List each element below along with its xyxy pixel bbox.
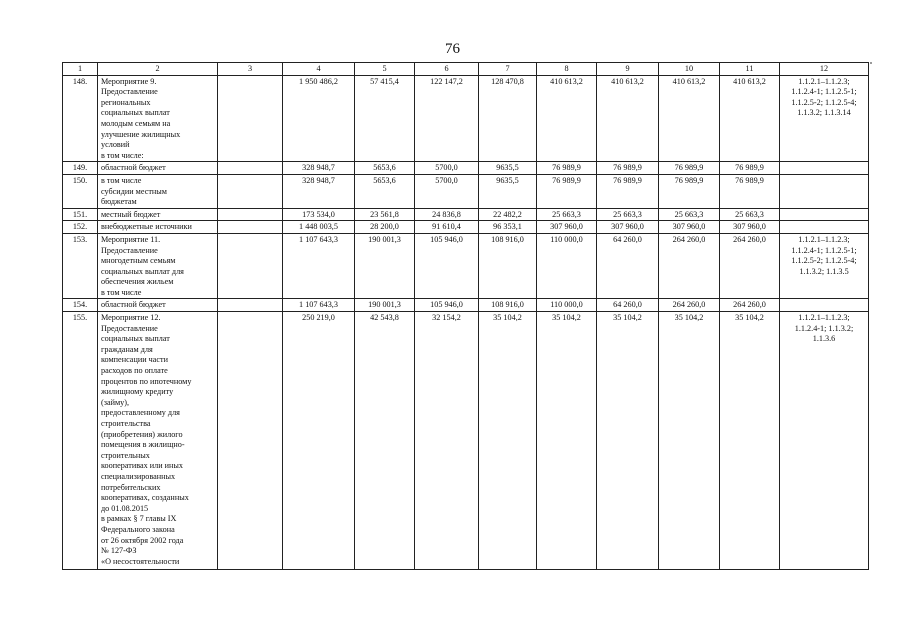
- table-header-row: [63, 63, 869, 76]
- value-cell: 28 200,0: [355, 221, 415, 234]
- value-cell: 35 104,2: [597, 312, 659, 570]
- value-cell: 76 989,9: [537, 162, 597, 175]
- value-cell: 91 610,4: [415, 221, 479, 234]
- value-cell: 25 663,3: [720, 208, 780, 221]
- reference-cell: 1.1.2.1–1.1.2.3; 1.1.2.4-1; 1.1.3.2; 1.1.3.6: [780, 312, 869, 570]
- value-cell: 9635,5: [479, 162, 537, 175]
- column-3-cell: [218, 208, 283, 221]
- value-cell: 1 107 643,3: [283, 299, 355, 312]
- value-cell: 25 663,3: [659, 208, 720, 221]
- column-header: 9: [597, 63, 659, 76]
- value-cell: 410 613,2: [597, 75, 659, 162]
- row-number-cell: 150.: [63, 174, 98, 208]
- value-cell: 105 946,0: [415, 233, 479, 299]
- column-header: 11: [720, 63, 780, 76]
- table-row: [63, 221, 869, 234]
- column-3-cell: [218, 299, 283, 312]
- description-cell: местный бюджет: [98, 208, 218, 221]
- row-number-cell: 152.: [63, 221, 98, 234]
- value-cell: 76 989,9: [720, 162, 780, 175]
- value-cell: 76 989,9: [597, 162, 659, 175]
- value-cell: 307 960,0: [659, 221, 720, 234]
- column-header: 6: [415, 63, 479, 76]
- value-cell: 76 989,9: [720, 174, 780, 208]
- value-cell: 5700,0: [415, 162, 479, 175]
- description-cell: областной бюджет: [98, 299, 218, 312]
- table-row: [63, 312, 869, 570]
- reference-cell: [780, 174, 869, 208]
- column-3-cell: [218, 75, 283, 162]
- value-cell: 5653,6: [355, 174, 415, 208]
- value-cell: 264 260,0: [720, 299, 780, 312]
- reference-cell: 1.1.2.1–1.1.2.3; 1.1.2.4-1; 1.1.2.5-1; 1.1.2.5-2; 1.1.2.5-4; 1.1.3.2; 1.1.3.5: [780, 233, 869, 299]
- table-row: [63, 162, 869, 175]
- value-cell: 128 470,8: [479, 75, 537, 162]
- page-number: 76: [445, 41, 460, 57]
- reference-cell: [780, 162, 869, 175]
- value-cell: 250 219,0: [283, 312, 355, 570]
- column-3-cell: [218, 221, 283, 234]
- value-cell: 96 353,1: [479, 221, 537, 234]
- value-cell: 76 989,9: [537, 174, 597, 208]
- description-cell: областной бюджет: [98, 162, 218, 175]
- value-cell: 264 260,0: [659, 233, 720, 299]
- value-cell: 122 147,2: [415, 75, 479, 162]
- value-cell: 264 260,0: [720, 233, 780, 299]
- column-header: 8: [537, 63, 597, 76]
- description-cell: в том числе субсидии местным бюджетам: [98, 174, 218, 208]
- value-cell: 64 260,0: [597, 299, 659, 312]
- value-cell: 35 104,2: [537, 312, 597, 570]
- value-cell: 35 104,2: [659, 312, 720, 570]
- column-header: 12: [780, 63, 869, 76]
- column-3-cell: [218, 174, 283, 208]
- value-cell: 9635,5: [479, 174, 537, 208]
- value-cell: 57 415,4: [355, 75, 415, 162]
- value-cell: 5700,0: [415, 174, 479, 208]
- value-cell: 190 001,3: [355, 299, 415, 312]
- column-header: 2: [98, 63, 218, 76]
- reference-cell: 1.1.2.1–1.1.2.3; 1.1.2.4-1; 1.1.2.5-1; 1.1.2.5-2; 1.1.2.5-4; 1.1.3.2; 1.1.3.14: [780, 75, 869, 162]
- column-3-cell: [218, 233, 283, 299]
- table-row: [63, 299, 869, 312]
- table-row: [63, 174, 869, 208]
- description-cell: Мероприятие 12. Предоставление социальных выплат гражданам для компенсации части расходов по оплате процентов по ипотечному жилищному кредиту (займу), предоставленному для строительства (приобретения) жилого помещения в жилищно- строительных кооперативах или иных специализированных потребительских кооперативах, созданных до 01.08.2015 в рамках § 7 главы IX Федерального закона от 26 октября 2002 года № 127-ФЗ «О несостоятельности: [98, 312, 218, 570]
- value-cell: 76 989,9: [659, 162, 720, 175]
- value-cell: 64 260,0: [597, 233, 659, 299]
- row-number-cell: 149.: [63, 162, 98, 175]
- scan-mark: [870, 62, 872, 64]
- value-cell: 25 663,3: [537, 208, 597, 221]
- description-cell: Мероприятие 11. Предоставление многодетным семьям социальных выплат для обеспечения жильем в том числе: [98, 233, 218, 299]
- row-number-cell: 148.: [63, 75, 98, 162]
- row-number-cell: 155.: [63, 312, 98, 570]
- column-header: 7: [479, 63, 537, 76]
- description-cell: внебюджетные источники: [98, 221, 218, 234]
- value-cell: 410 613,2: [659, 75, 720, 162]
- description-cell: Мероприятие 9. Предоставление региональных социальных выплат молодым семьям на улучшение жилищных условий в том числе:: [98, 75, 218, 162]
- value-cell: 307 960,0: [597, 221, 659, 234]
- value-cell: 307 960,0: [537, 221, 597, 234]
- value-cell: 110 000,0: [537, 233, 597, 299]
- reference-cell: [780, 208, 869, 221]
- table-row: [63, 233, 869, 299]
- budget-table: [62, 62, 869, 570]
- value-cell: 410 613,2: [537, 75, 597, 162]
- value-cell: 264 260,0: [659, 299, 720, 312]
- value-cell: 35 104,2: [479, 312, 537, 570]
- row-number-cell: 154.: [63, 299, 98, 312]
- value-cell: 1 107 643,3: [283, 233, 355, 299]
- value-cell: 23 561,8: [355, 208, 415, 221]
- row-number-cell: 151.: [63, 208, 98, 221]
- value-cell: 76 989,9: [597, 174, 659, 208]
- table-row: [63, 208, 869, 221]
- value-cell: 328 948,7: [283, 162, 355, 175]
- value-cell: 32 154,2: [415, 312, 479, 570]
- table-body: [63, 63, 869, 570]
- value-cell: 24 836,8: [415, 208, 479, 221]
- column-3-cell: [218, 162, 283, 175]
- value-cell: 1 950 486,2: [283, 75, 355, 162]
- value-cell: 42 543,8: [355, 312, 415, 570]
- value-cell: 76 989,9: [659, 174, 720, 208]
- column-header: 1: [63, 63, 98, 76]
- value-cell: 25 663,3: [597, 208, 659, 221]
- value-cell: 173 534,0: [283, 208, 355, 221]
- value-cell: 108 916,0: [479, 233, 537, 299]
- reference-cell: [780, 221, 869, 234]
- value-cell: 190 001,3: [355, 233, 415, 299]
- table-row: [63, 75, 869, 162]
- value-cell: 22 482,2: [479, 208, 537, 221]
- reference-cell: [780, 299, 869, 312]
- value-cell: 307 960,0: [720, 221, 780, 234]
- value-cell: 328 948,7: [283, 174, 355, 208]
- row-number-cell: 153.: [63, 233, 98, 299]
- value-cell: 108 916,0: [479, 299, 537, 312]
- column-header: 10: [659, 63, 720, 76]
- value-cell: 1 448 003,5: [283, 221, 355, 234]
- value-cell: 110 000,0: [537, 299, 597, 312]
- value-cell: 5653,6: [355, 162, 415, 175]
- value-cell: 410 613,2: [720, 75, 780, 162]
- column-3-cell: [218, 312, 283, 570]
- column-header: 4: [283, 63, 355, 76]
- column-header: 5: [355, 63, 415, 76]
- value-cell: 35 104,2: [720, 312, 780, 570]
- column-header: 3: [218, 63, 283, 76]
- value-cell: 105 946,0: [415, 299, 479, 312]
